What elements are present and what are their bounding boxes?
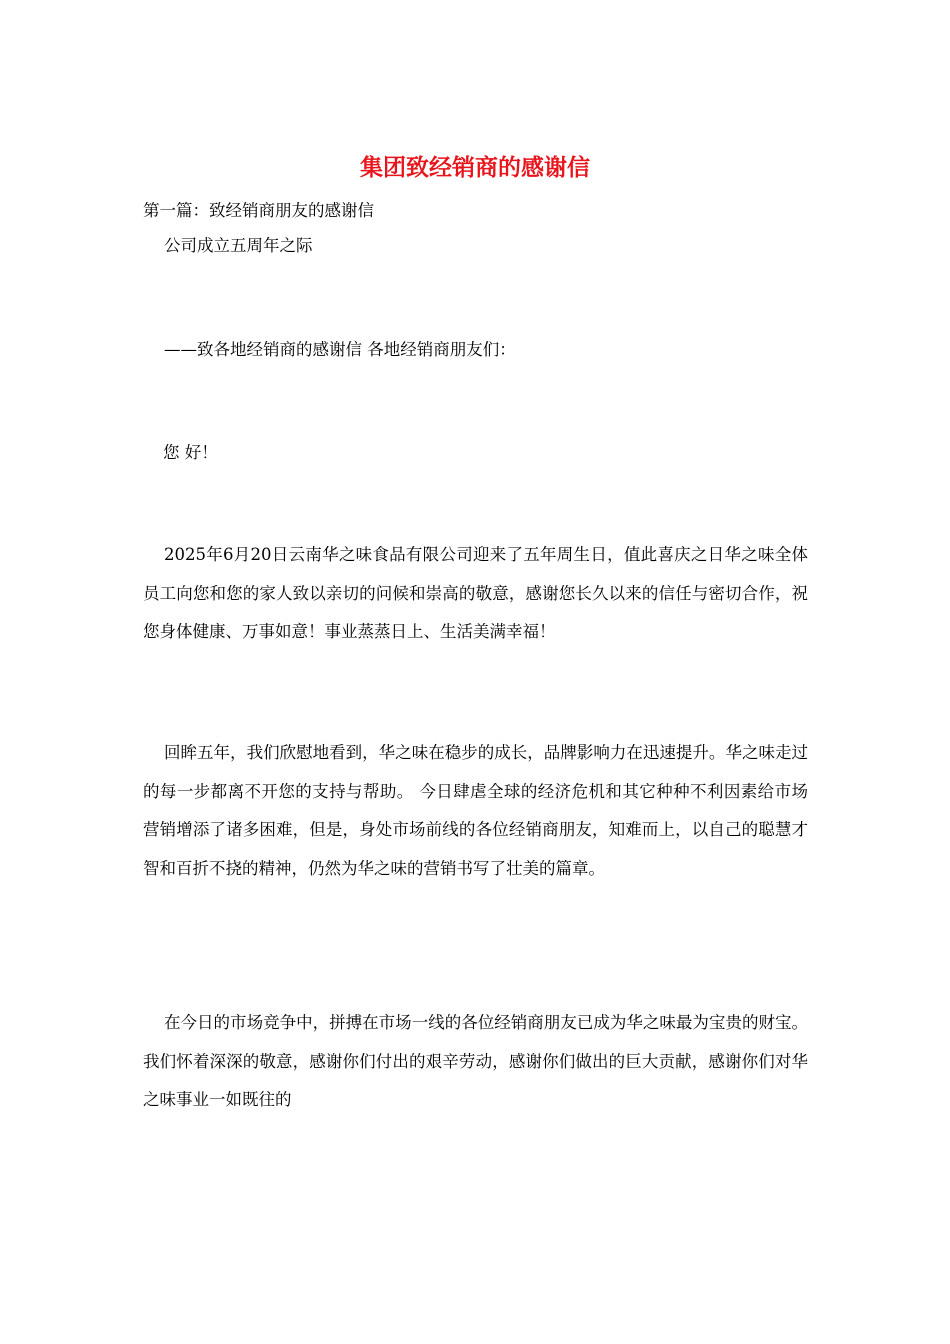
body-paragraph-1: 2025年6月20日云南华之味食品有限公司迎来了五年周生日，值此喜庆之日华之味全体员工向您和您的家人致以亲切的问候和崇高的敬意，感谢您长久以来的信任与密切合作，祝您身体健康、万事如意！事业蒸蒸日上、生活美满幸福！ (143, 545, 808, 641)
document-title: 集团致经销商的感谢信 (360, 155, 590, 181)
greeting-line: 您 好！ (163, 443, 218, 462)
chapter-heading: 第一篇：致经销商朋友的感谢信 (143, 201, 374, 220)
body-paragraph-3: 在今日的市场竞争中，拼搏在市场一线的各位经销商朋友已成为华之味最为宝贵的财宝。我们怀着深深的敬意，感谢你们付出的艰辛劳动，感谢你们做出的巨大贡献，感谢你们对华之味事业一如既往的 (143, 1013, 808, 1109)
subtitle-line: 公司成立五周年之际 (164, 236, 313, 255)
dedication-line: ——致各地经销商的感谢信 各地经销商朋友们： (164, 340, 516, 359)
body-paragraph-2: 回眸五年，我们欣慰地看到，华之味在稳步的成长，品牌影响力在迅速提升。华之味走过的每一步都离不开您的支持与帮助。 今日肆虐全球的经济危机和其它种种不利因素给市场营销增添了诸多困难，但是，身处市场前线的各位经销商朋友，知难而上，以自己的聪慧才智和百折不挠的精神，仍然为华之味的营销书写了壮美的篇章。 (143, 743, 808, 878)
